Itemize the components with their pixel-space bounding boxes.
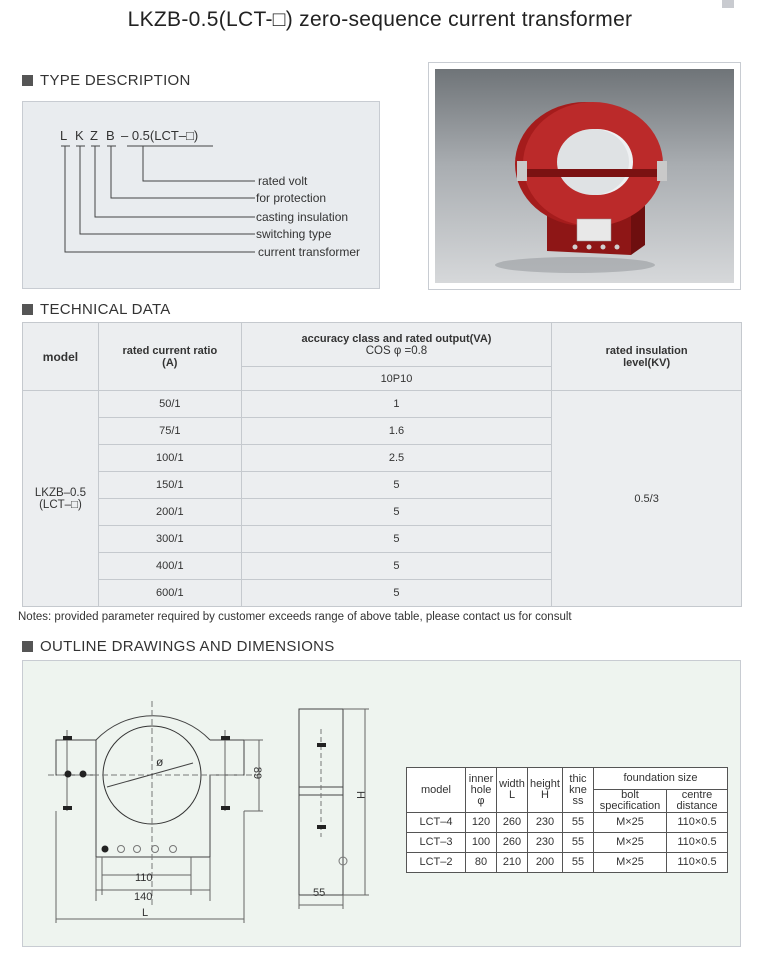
dim-cell: LCT–3 <box>407 833 466 853</box>
cell-model: LKZB–0.5 (LCT–□) <box>23 391 99 607</box>
code-suffix: – 0.5(LCT–□) <box>121 128 199 143</box>
photo-backdrop <box>435 69 734 283</box>
section-square-icon <box>22 641 33 652</box>
technical-data-table <box>22 322 742 607</box>
cell-ratio: 400/1 <box>98 553 241 580</box>
cell-output: 5 <box>241 553 552 580</box>
cell-ratio: 300/1 <box>98 526 241 553</box>
dimension-table <box>406 767 728 873</box>
label-switching-type: switching type <box>256 227 332 241</box>
code-letter-z: Z <box>90 128 98 143</box>
cell-ratio: 100/1 <box>98 445 241 472</box>
page-title: LKZB-0.5(LCT-□) zero-sequence current transformer <box>127 8 633 31</box>
dim-cell: 55 <box>562 833 593 853</box>
connector-rated-volt <box>143 146 255 181</box>
dim-cell: 230 <box>528 813 563 833</box>
dim-header-bolt: bolt specification <box>593 790 666 813</box>
code-letter-l: L <box>60 128 68 143</box>
dim-header-foundation: foundation size <box>593 768 727 790</box>
dim-cell: M×25 <box>593 853 666 873</box>
dim-cell: 110×0.5 <box>666 833 727 853</box>
dim-cell: 110×0.5 <box>666 813 727 833</box>
cell-ratio: 600/1 <box>98 580 241 607</box>
dim-cell: 110×0.5 <box>666 853 727 873</box>
header-cos: COS φ =0.8 <box>365 344 428 357</box>
section-heading-text: TYPE DESCRIPTION <box>40 72 191 89</box>
connector-for-protection <box>111 146 255 198</box>
transformer-image <box>435 69 734 283</box>
dim-cell: 100 <box>466 833 497 853</box>
label-current-transformer: current transformer <box>258 245 361 259</box>
label-h: H <box>353 791 366 799</box>
dim-header-model: model <box>407 768 466 813</box>
type-description-box <box>22 101 380 289</box>
header-accuracy-title: accuracy class and rated output(VA) <box>301 332 492 345</box>
dim-cell: M×25 <box>593 813 666 833</box>
dim-header-width: width L <box>497 768 528 813</box>
dim-header-thickness: thic kne ss <box>562 768 593 813</box>
label-diameter: ø <box>156 755 164 769</box>
header-model: model <box>23 323 99 391</box>
code-letter-b: B <box>106 128 115 143</box>
dim-header-inner: inner hole φ <box>466 768 497 813</box>
dim-cell: 55 <box>562 853 593 873</box>
dim-cell: 210 <box>497 853 528 873</box>
cell-ratio: 150/1 <box>98 472 241 499</box>
cell-output: 5 <box>241 526 552 553</box>
label-l: L <box>142 907 149 919</box>
dim-cell: LCT–2 <box>407 853 466 873</box>
cell-output: 5 <box>241 472 552 499</box>
section-heading-text: OUTLINE DRAWINGS AND DIMENSIONS <box>40 638 335 655</box>
section-heading-outline <box>22 638 335 655</box>
dim-cell: M×25 <box>593 833 666 853</box>
header-accuracy <box>241 323 552 367</box>
dim-cell: 55 <box>562 813 593 833</box>
header-insulation: rated insulation level(KV) <box>552 323 742 391</box>
dim-cell: LCT–4 <box>407 813 466 833</box>
code-letter-k: K <box>75 128 84 143</box>
header-class: 10P10 <box>241 367 552 391</box>
cell-ratio: 75/1 <box>98 418 241 445</box>
notes: Notes: provided parameter required by customer exceeds range of above table, please contact us for consult <box>18 611 572 623</box>
dim-cell: 200 <box>528 853 563 873</box>
corner-mark <box>722 0 734 8</box>
dim-cell: 80 <box>466 853 497 873</box>
section-heading-type <box>22 72 191 89</box>
dim-header-height: height H <box>528 768 563 813</box>
label-89: 89 <box>251 766 264 780</box>
cell-ratio: 50/1 <box>98 391 241 418</box>
cell-output: 2.5 <box>241 445 552 472</box>
label-55: 55 <box>313 887 326 899</box>
cell-output: 5 <box>241 499 552 526</box>
label-for-protection: for protection <box>256 191 327 205</box>
label-140: 140 <box>134 891 153 903</box>
dim-cell: 260 <box>497 813 528 833</box>
label-casting-insulation: casting insulation <box>256 210 349 224</box>
section-heading-text: TECHNICAL DATA <box>40 301 171 318</box>
label-110: 110 <box>135 872 153 884</box>
section-heading-technical <box>22 301 171 318</box>
dim-cell: 260 <box>497 833 528 853</box>
connector-current-transformer <box>65 146 255 252</box>
dim-cell: 230 <box>528 833 563 853</box>
cell-output: 5 <box>241 580 552 607</box>
dim-cell: 120 <box>466 813 497 833</box>
section-square-icon <box>22 304 33 315</box>
cell-ratio: 200/1 <box>98 499 241 526</box>
cell-output: 1.6 <box>241 418 552 445</box>
cell-insulation: 0.5/3 <box>552 391 742 607</box>
cell-output: 1 <box>241 391 552 418</box>
connector-switching-type <box>80 146 255 234</box>
header-ratio: rated current ratio (A) <box>98 323 241 391</box>
section-square-icon <box>22 75 33 86</box>
dim-header-centre: centre distance <box>666 790 727 813</box>
product-photo <box>428 62 741 290</box>
label-rated-volt: rated volt <box>258 174 308 188</box>
